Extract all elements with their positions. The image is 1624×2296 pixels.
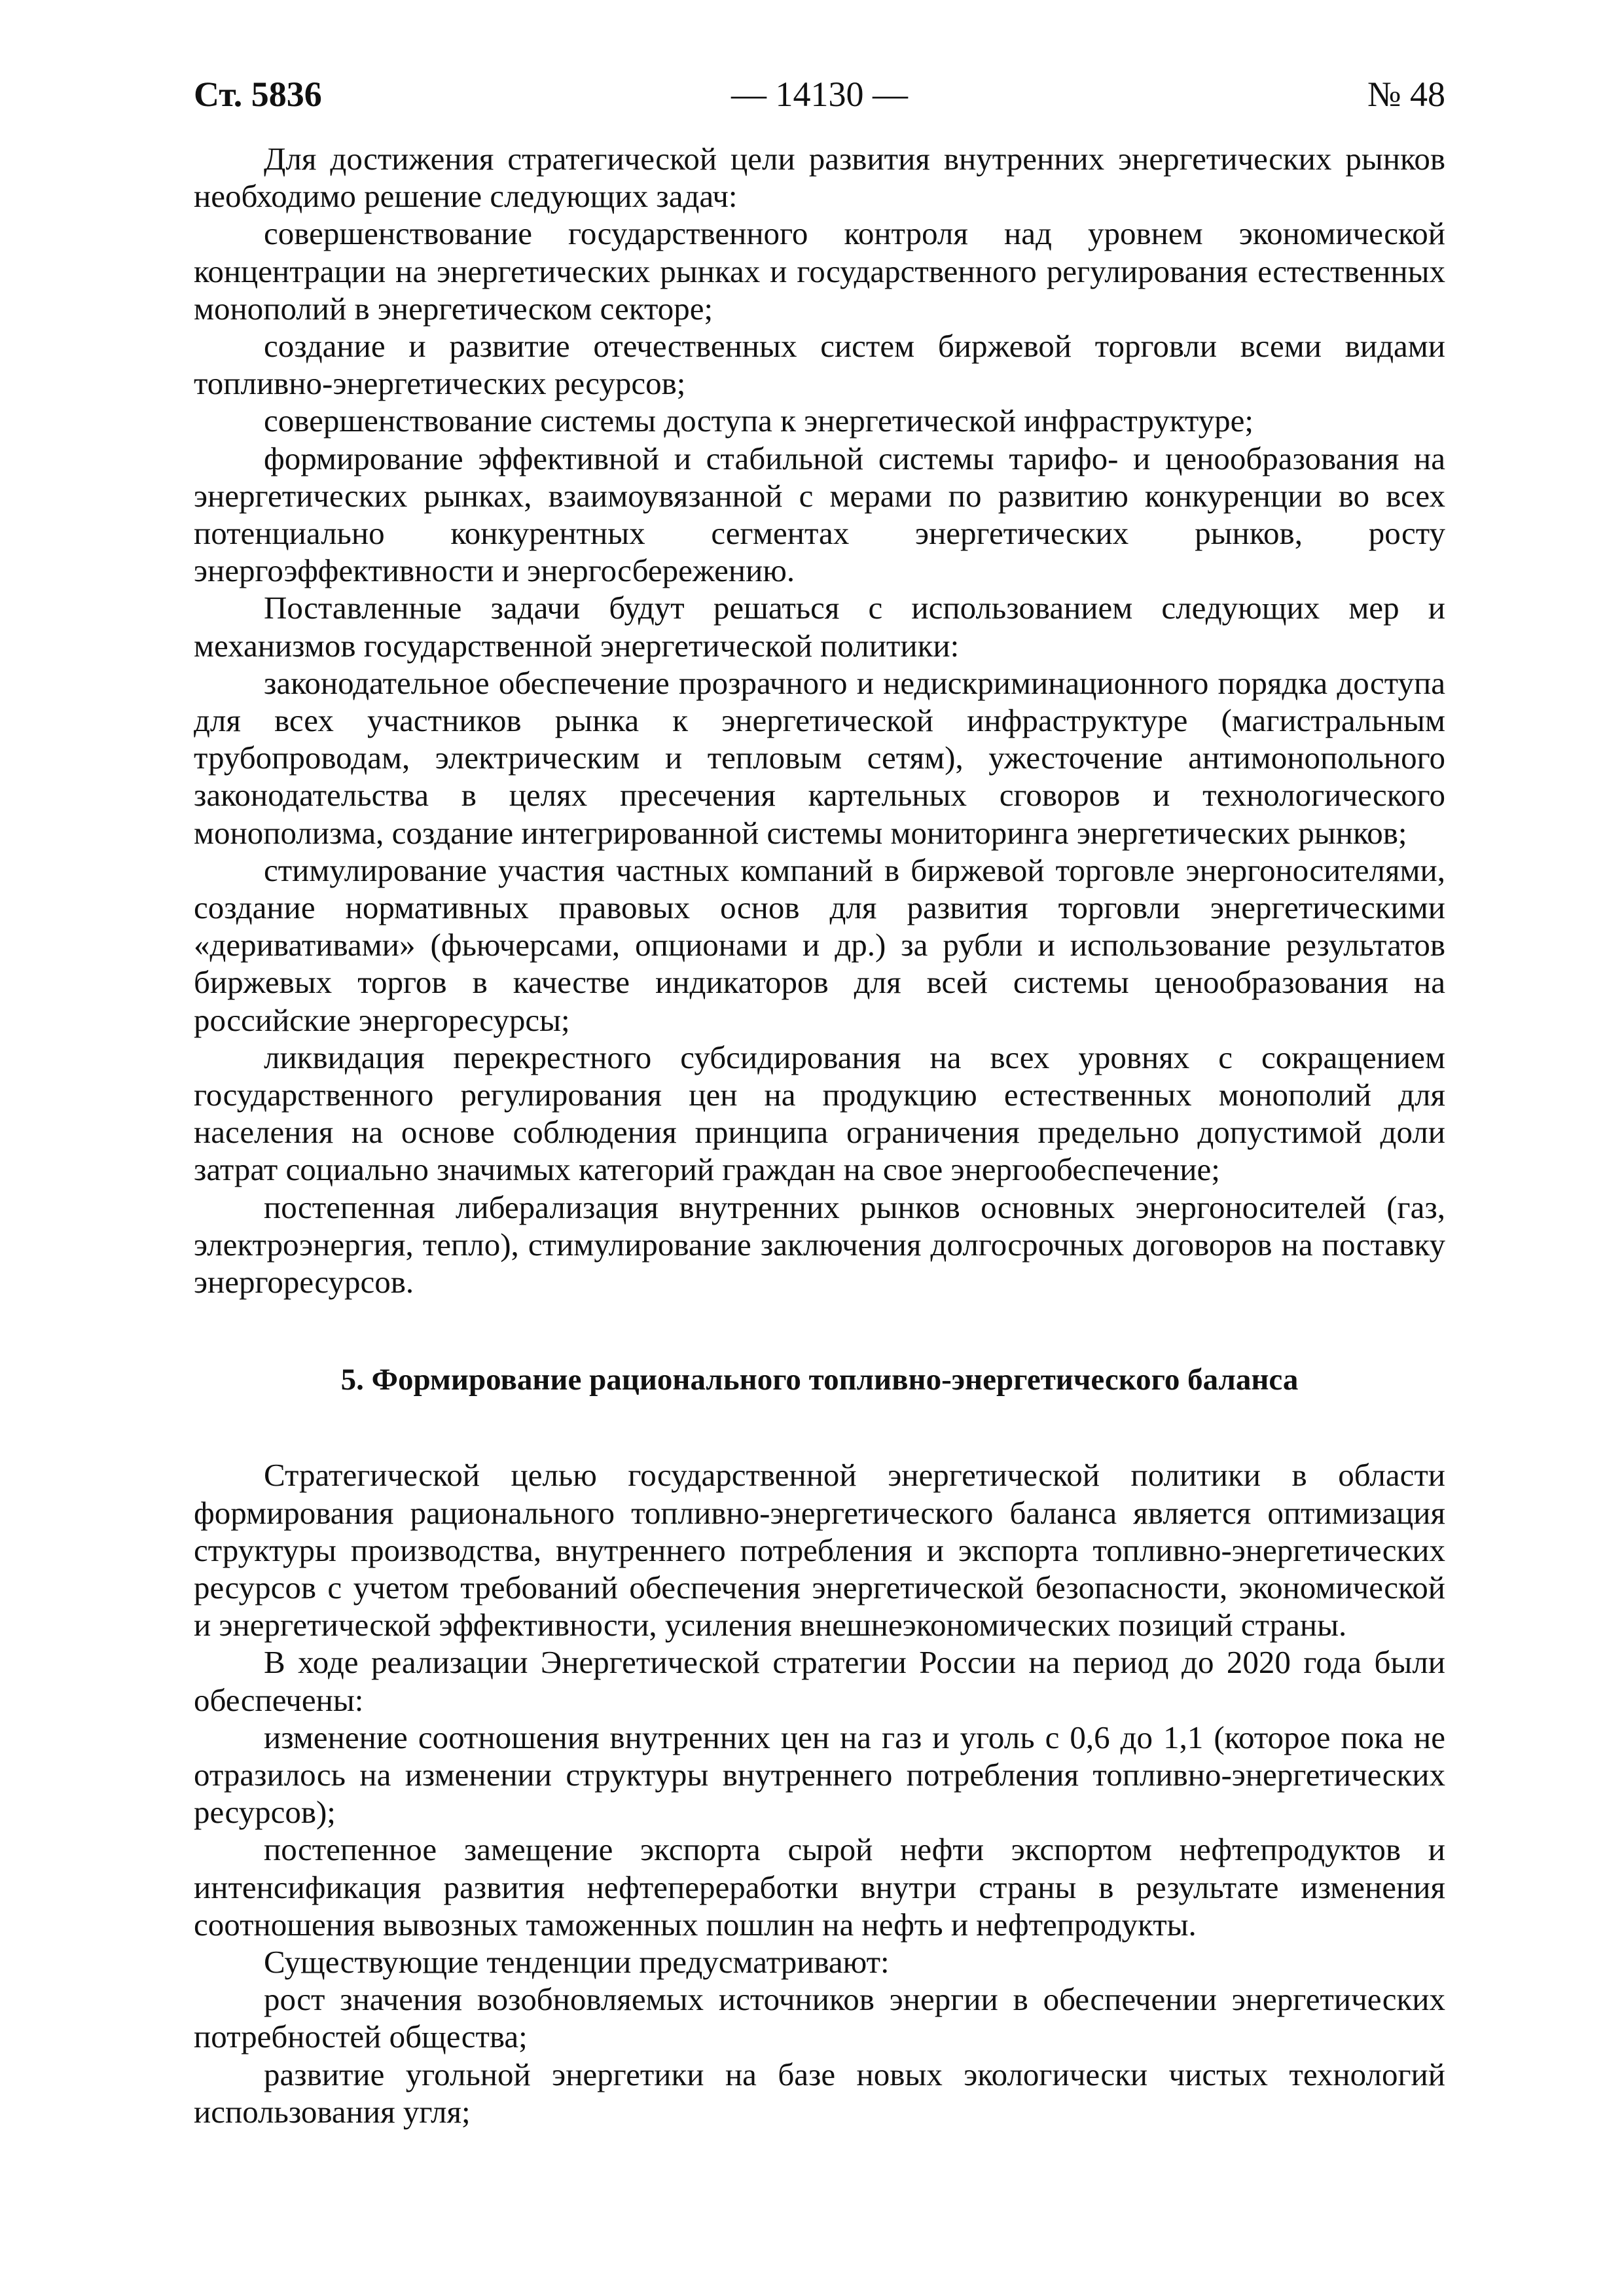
- paragraph: В ходе реализации Энергетической стратегии России на период до 2020 года были обеспечены:: [194, 1644, 1445, 1718]
- paragraph: ликвидация перекрестного субсидирования на всех уровнях с сокращением государственного регулирования цен на продукцию естественных монополий для населения на основе соблюдения принципа ограничения предельно допустимой доли затрат социально значимых категорий граждан на свое энергообеспечение;: [194, 1039, 1445, 1188]
- paragraph: Для достижения стратегической цели развития внутренних энергетических рынков необходимо решение следующих задач:: [194, 141, 1445, 215]
- paragraph: Поставленные задачи будут решаться с использованием следующих мер и механизмов государственной энергетической политики:: [194, 590, 1445, 664]
- paragraph: изменение соотношения внутренних цен на газ и уголь с 0,6 до 1,1 (которое пока не отразилось на изменении структуры внутреннего потребления топливно-энергетических ресурсов);: [194, 1719, 1445, 1831]
- paragraph: создание и развитие отечественных систем биржевой торговли всеми видами топливно-энергетических ресурсов;: [194, 328, 1445, 402]
- paragraph: стимулирование участия частных компаний в биржевой торговле энергоносителями, создание нормативных правовых основ для развития торговли энергетическими «деривативами» (фьючерсами, опционами и др.) за рубли и использование результатов биржевых торгов в качестве индикаторов для всей системы ценообразования на российские энергоресурсы;: [194, 852, 1445, 1038]
- page-header: [194, 63, 1445, 126]
- page-number: — 14130 —: [731, 75, 908, 114]
- paragraph: рост значения возобновляемых источников энергии в обеспечении энергетических потребностей общества;: [194, 1981, 1445, 2055]
- document-page: [194, 63, 1445, 2130]
- paragraph: формирование эффективной и стабильной системы тарифо- и ценообразования на энергетических рынках, взаимоувязанной с мерами по развитию конкуренции во всех потенциально конкурентных сегментах энергетических рынков, росту энергоэффективности и энергосбережению.: [194, 440, 1445, 589]
- paragraph: законодательное обеспечение прозрачного и недискриминационного порядка доступа для всех участников рынка к энергетической инфраструктуре (магистральным трубопроводам, электрическим и тепловым сетям), ужесточение антимонопольного законодательства в целях пресечения картельных сговоров и технологического монополизма, создание интегрированной системы мониторинга энергетических рынков;: [194, 664, 1445, 851]
- paragraph: постепенное замещение экспорта сырой нефти экспортом нефтепродуктов и интенсификация развития нефтепереработки внутри страны в результате изменения соотношения вывозных таможенных пошлин на нефть и нефтепродукты.: [194, 1831, 1445, 1943]
- paragraph: Существующие тенденции предусматривают:: [264, 1943, 890, 1980]
- paragraph: Стратегической целью государственной энергетической политики в области формирования рационального топливно-энергетического баланса является оптимизация структуры производства, внутреннего потребления и экспорта топливно-энергетических ресурсов с учетом требований обеспечения энергетической безопасности, экономической и энергетической эффективности, усиления внешнеэкономических позиций страны.: [194, 1457, 1445, 1643]
- paragraph: развитие угольной энергетики на базе новых экологически чистых технологий использования угля;: [194, 2056, 1445, 2130]
- paragraph: постепенная либерализация внутренних рынков основных энергоносителей (газ, электроэнергия, тепло), стимулирование заключения долгосрочных договоров на поставку энергоресурсов.: [194, 1189, 1445, 1300]
- article-number: Ст. 5836: [194, 75, 322, 114]
- issue-number: № 48: [1367, 75, 1445, 114]
- paragraph: совершенствование государственного контроля над уровнем экономической концентрации на энергетических рынках и государственного регулирования естественных монополий в энергетическом секторе;: [194, 215, 1445, 327]
- document-body: [194, 140, 1445, 2130]
- paragraph: совершенствование системы доступа к энергетической инфраструктуре;: [264, 403, 1254, 439]
- section-heading: 5. Формирование рационального топливно-энергетического баланса: [340, 1363, 1299, 1397]
